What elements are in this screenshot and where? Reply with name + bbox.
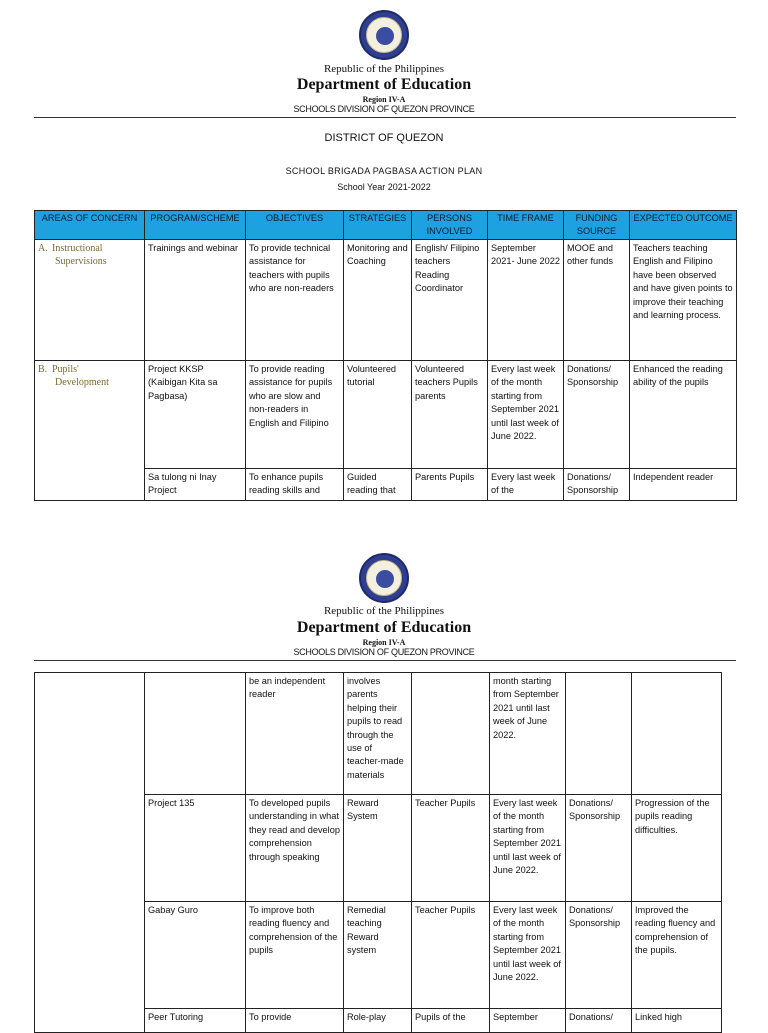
- outcome-cell: Improved the reading fluency and comprehension of the pupils.: [632, 902, 722, 1009]
- strategies-cell: Remedial teaching Reward system: [344, 902, 412, 1009]
- outcome-cell: Independent reader: [630, 469, 737, 501]
- persons-cell: Teacher Pupils: [412, 795, 490, 902]
- time-frame-cell: Every last week of the: [488, 469, 564, 501]
- objectives-cell: To provide reading assistance for pupils who are slow and non-readers in English and Filipino: [246, 361, 344, 469]
- funding-cell: Donations/ Sponsorship: [564, 469, 630, 501]
- republic-line: Republic of the Philippines: [323, 605, 445, 617]
- region-line: Region IV-A: [362, 95, 406, 104]
- seal-emblem: [376, 570, 394, 588]
- program-cell: Project 135: [145, 795, 246, 902]
- program-cell: Trainings and webinar: [145, 240, 246, 361]
- objectives-cell: To provide technical assistance for teachers with pupils who are non-readers: [246, 240, 344, 361]
- strategies-cell: Role-play: [344, 1009, 412, 1033]
- action-plan-table-page2: [34, 672, 722, 1033]
- time-frame-cell: September 2021- June 2022: [488, 240, 564, 361]
- area-letter: A.: [38, 243, 48, 254]
- seal-ring: [366, 560, 402, 596]
- school-year: School Year 2021-2022: [337, 182, 431, 192]
- column-header: AREAS OF CONCERN: [35, 211, 145, 240]
- column-header: FUNDING SOURCE: [564, 211, 630, 240]
- objectives-cell: To developed pupils understanding in what they read and develop comprehension through speaking: [246, 795, 344, 902]
- action-plan-table-page1: [34, 210, 737, 501]
- column-header: STRATEGIES: [344, 211, 412, 240]
- program-cell: Peer Tutoring: [145, 1009, 246, 1033]
- outcome-cell: Linked high: [632, 1009, 722, 1033]
- district-title: DISTRICT OF QUEZON: [324, 132, 444, 144]
- area-label-line2: Supervisions: [55, 256, 107, 268]
- area-letter: B.: [38, 364, 48, 375]
- area-of-concern-cell: [35, 673, 145, 1033]
- time-frame-cell: September: [490, 1009, 566, 1033]
- persons-cell: Pupils of the: [412, 1009, 490, 1033]
- area-of-concern-cell: [35, 240, 145, 361]
- republic-line: Republic of the Philippines: [323, 63, 445, 75]
- strategies-cell: Reward System: [344, 795, 412, 902]
- department-title: Department of Education: [296, 619, 472, 636]
- table-row: [35, 673, 722, 795]
- program-cell: [145, 673, 246, 795]
- strategies-cell: Monitoring and Coaching: [344, 240, 412, 361]
- objectives-cell: To provide: [246, 1009, 344, 1033]
- outcome-cell: Teachers teaching English and Filipino have been observed and have given points to improve their teaching and learning process.: [630, 240, 737, 361]
- seal-ring: [366, 17, 402, 53]
- time-frame-cell: Every last week of the month starting from September 2021 until last week of June 2022.: [488, 361, 564, 469]
- column-header: TIME FRAME: [488, 211, 564, 240]
- seal-emblem: [376, 27, 394, 45]
- deped-seal: [359, 10, 409, 60]
- division-line: SCHOOLS DIVISION OF QUEZON PROVINCE: [293, 647, 475, 657]
- funding-cell: Donations/ Sponsorship: [564, 361, 630, 469]
- time-frame-cell: Every last week of the month starting from September 2021 until last week of June 2022.: [490, 902, 566, 1009]
- program-cell: Gabay Guro: [145, 902, 246, 1009]
- strategies-cell: Guided reading that: [344, 469, 412, 501]
- area-label-line2: Development: [55, 377, 109, 389]
- column-header: EXPECTED OUTCOME: [630, 211, 737, 240]
- area-label: Instructional: [52, 243, 103, 254]
- persons-cell: Parents Pupils: [412, 469, 488, 501]
- funding-cell: Donations/ Sponsorship: [566, 795, 632, 902]
- persons-cell: English/ Filipino teachers Reading Coordinator: [412, 240, 488, 361]
- objectives-cell: To improve both reading fluency and comprehension of the pupils: [246, 902, 344, 1009]
- plan-title: SCHOOL BRIGADA PAGBASA ACTION PLAN: [285, 166, 483, 176]
- funding-cell: Donations/ Sponsorship: [566, 902, 632, 1009]
- deped-seal: [359, 553, 409, 603]
- table-row: [35, 240, 737, 361]
- persons-cell: Teacher Pupils: [412, 902, 490, 1009]
- table-header-row: [35, 211, 737, 240]
- outcome-cell: Enhanced the reading ability of the pupils: [630, 361, 737, 469]
- strategies-cell: Volunteered tutorial: [344, 361, 412, 469]
- area-of-concern-cell: [35, 361, 145, 501]
- column-header: PROGRAM/SCHEME: [145, 211, 246, 240]
- department-title: Department of Education: [296, 76, 472, 93]
- persons-cell: [412, 673, 490, 795]
- persons-cell: Volunteered teachers Pupils parents: [412, 361, 488, 469]
- outcome-cell: Progression of the pupils reading difficulties.: [632, 795, 722, 902]
- time-frame-cell: Every last week of the month starting from September 2021 until last week of June 2022.: [490, 795, 566, 902]
- objectives-cell: To enhance pupils reading skills and: [246, 469, 344, 501]
- table-row: [35, 361, 737, 469]
- outcome-cell: [632, 673, 722, 795]
- region-line: Region IV-A: [362, 638, 406, 647]
- objectives-cell: be an independent reader: [246, 673, 344, 795]
- funding-cell: Donations/: [566, 1009, 632, 1033]
- division-line: SCHOOLS DIVISION OF QUEZON PROVINCE: [293, 104, 475, 114]
- program-cell: Project KKSP (Kaibigan Kita sa Pagbasa): [145, 361, 246, 469]
- program-cell: Sa tulong ni Inay Project: [145, 469, 246, 501]
- time-frame-cell: month starting from September 2021 until last week of June 2022.: [490, 673, 566, 795]
- header-divider: [34, 660, 736, 661]
- funding-cell: [566, 673, 632, 795]
- header-divider: [34, 117, 736, 118]
- funding-cell: MOOE and other funds: [564, 240, 630, 361]
- column-header: OBJECTIVES: [246, 211, 344, 240]
- column-header: PERSONS INVOLVED: [412, 211, 488, 240]
- strategies-cell: involves parents helping their pupils to read through the use of teacher-made materials: [344, 673, 412, 795]
- area-label: Pupils': [52, 364, 79, 375]
